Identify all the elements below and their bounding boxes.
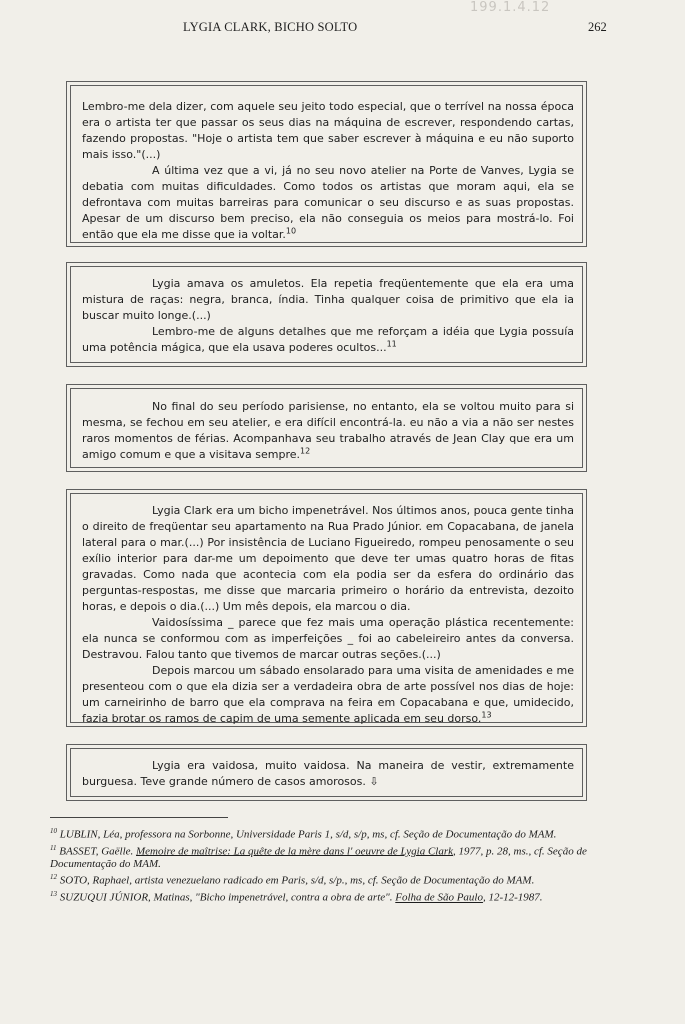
quote-text: A última vez que a vi, já no seu novo atelier na Porte de Vanves, Lygia se debatia com muitas dificuldades. Como todos os artistas que moram aqui, ela se defrontava com muitas barreiras para comunicar o seu discurso e as suas propostas. Apesar de um discurso bem preciso, ela não conseguia os meios para mostrá-lo. Foi então que ela me disse que ia voltar.	[82, 164, 574, 241]
margin-note: 199.1.4.12	[470, 0, 551, 15]
footnote-ref: 11	[386, 339, 397, 349]
footnote-13	[50, 888, 610, 905]
quote-paragraph	[82, 663, 574, 727]
footnote-number: 13	[50, 889, 57, 898]
footnote-title: Folha de São Paulo	[395, 891, 483, 904]
footnote-ref: 12	[300, 446, 311, 456]
quote-text: Lygia era vaidosa, muito vaidosa. Na maneira de vestir, extremamente burguesa. Teve grande número de casos amorosos.	[82, 759, 574, 788]
footnote-text: LUBLIN, Léa, professora na Sorbonne, Universidade Paris 1, s/d, s/p, ms, cf. Seção de Documentação do MAM.	[59, 828, 557, 841]
footnote-divider	[50, 817, 228, 818]
quote-text: Lembro-me de alguns detalhes que me reforçam a idéia que Lygia possuía uma potência mágica, que ela usava poderes ocultos...	[82, 325, 574, 354]
quote-box-5	[66, 744, 587, 801]
quote-paragraph: Lygia Clark era um bicho impenetrável. Nos últimos anos, pouca gente tinha o direito de freqüentar seu apartamento na Rua Prado Júnior. em Copacabana, de janela lateral para o mar.(...) Por insistência de Luciano Figueiredo, rompeu penosamente o seu exílio interior para dar-me um depoimento que deve ter umas quatro horas de fitas gravadas. Como nada que acontecia com ela podia ser da esfera do ordinário das perguntas-respostas, me disse que marcaria primeiro o horário da entrevista, dezoito horas, e depois o dia.(...) Um mês depois, ela marcou o dia.	[82, 504, 574, 613]
footnote-ref: 10	[285, 226, 297, 236]
quote-paragraph	[82, 758, 574, 790]
quote-box-2	[66, 262, 587, 367]
footnote-11	[50, 842, 610, 872]
footnote-text: , 12-12-1987.	[482, 891, 543, 904]
quote-paragraph: Lygia amava os amuletos. Ela repetia freqüentemente que ela era uma mistura de raças: negra, branca, índia. Tinha qualquer coisa de primitivo que ela ia buscar muito longe.(...)	[82, 277, 574, 322]
quote-text: No final do seu período parisiense, no entanto, ela se voltou muito para si mesma, se fechou em seu atelier, e era difícil encontrá-la. eu não a via a não ser nestes raros momentos de férias. Acompanhava seu trabalho através de Jean Clay que era um amigo comum e que a visitava sempre.	[82, 400, 574, 461]
footnote-number: 10	[50, 827, 57, 835]
footnote-text: SUZUQUI JÚNIOR, Matinas, "Bicho impenetrável, contra a obra de arte".	[59, 891, 396, 904]
quote-box-1	[66, 81, 587, 247]
footnote-title: Memoire de maîtrise: La quête de la mère dans l' oeuvre de Lygia Clark	[136, 845, 454, 858]
footnote-number: 11	[50, 843, 57, 852]
footnote-10	[50, 825, 610, 842]
footnotes	[50, 825, 610, 905]
quote-paragraph	[82, 324, 574, 356]
footnote-12	[50, 871, 610, 888]
running-header: LYGIA CLARK, BICHO SOLTO	[183, 20, 358, 34]
quote-box-3	[66, 384, 587, 472]
page-number: 262	[588, 20, 607, 34]
footnote-text: , 1977, p. 28, ms., cf. Seção de Documentação do MAM.	[50, 845, 587, 871]
quote-paragraph	[82, 163, 574, 243]
continuation-arrow-icon: ⇩	[369, 775, 379, 788]
quote-paragraph	[82, 399, 574, 463]
footnote-number: 12	[50, 873, 57, 882]
quote-paragraph: Lembro-me dela dizer, com aquele seu jeito todo especial, que o terrível na nossa época era o artista ter que passar os seus dias na máquina de escrever, respondendo cartas, fazendo propostas. "Hoje o artista tem que saber escrever à máquina e eu não suporto mais isso."(...)	[82, 100, 574, 161]
footnote-text: BASSET, Gaëlle.	[59, 845, 137, 858]
footnote-ref: 13	[481, 710, 492, 720]
quote-box-4	[66, 489, 587, 727]
quote-text: Depois marcou um sábado ensolarado para uma visita de amenidades e me presenteou com o que ela dizia ser a verdadeira obra de arte possível nos dias de hoje: um carneirinho de barro que ela comprava na feira em Copacabana e que, umidecido, fazia brotar os ramos de capim de uma semente aplicada em seu dorso.	[82, 664, 574, 725]
footnote-text: SOTO, Raphael, artista venezuelano radicado em Paris, s/d, s/p., ms, cf. Seção de Documentação do MAM.	[59, 874, 535, 887]
quote-paragraph: Vaidosíssima _ parece que fez mais uma operação plástica recentemente: ela nunca se conformou com as imperfeições _ foi ao cabeleireiro antes da conversa. Destravou. Falou tanto que tivemos de marcar outras seções.(...)	[82, 616, 574, 661]
